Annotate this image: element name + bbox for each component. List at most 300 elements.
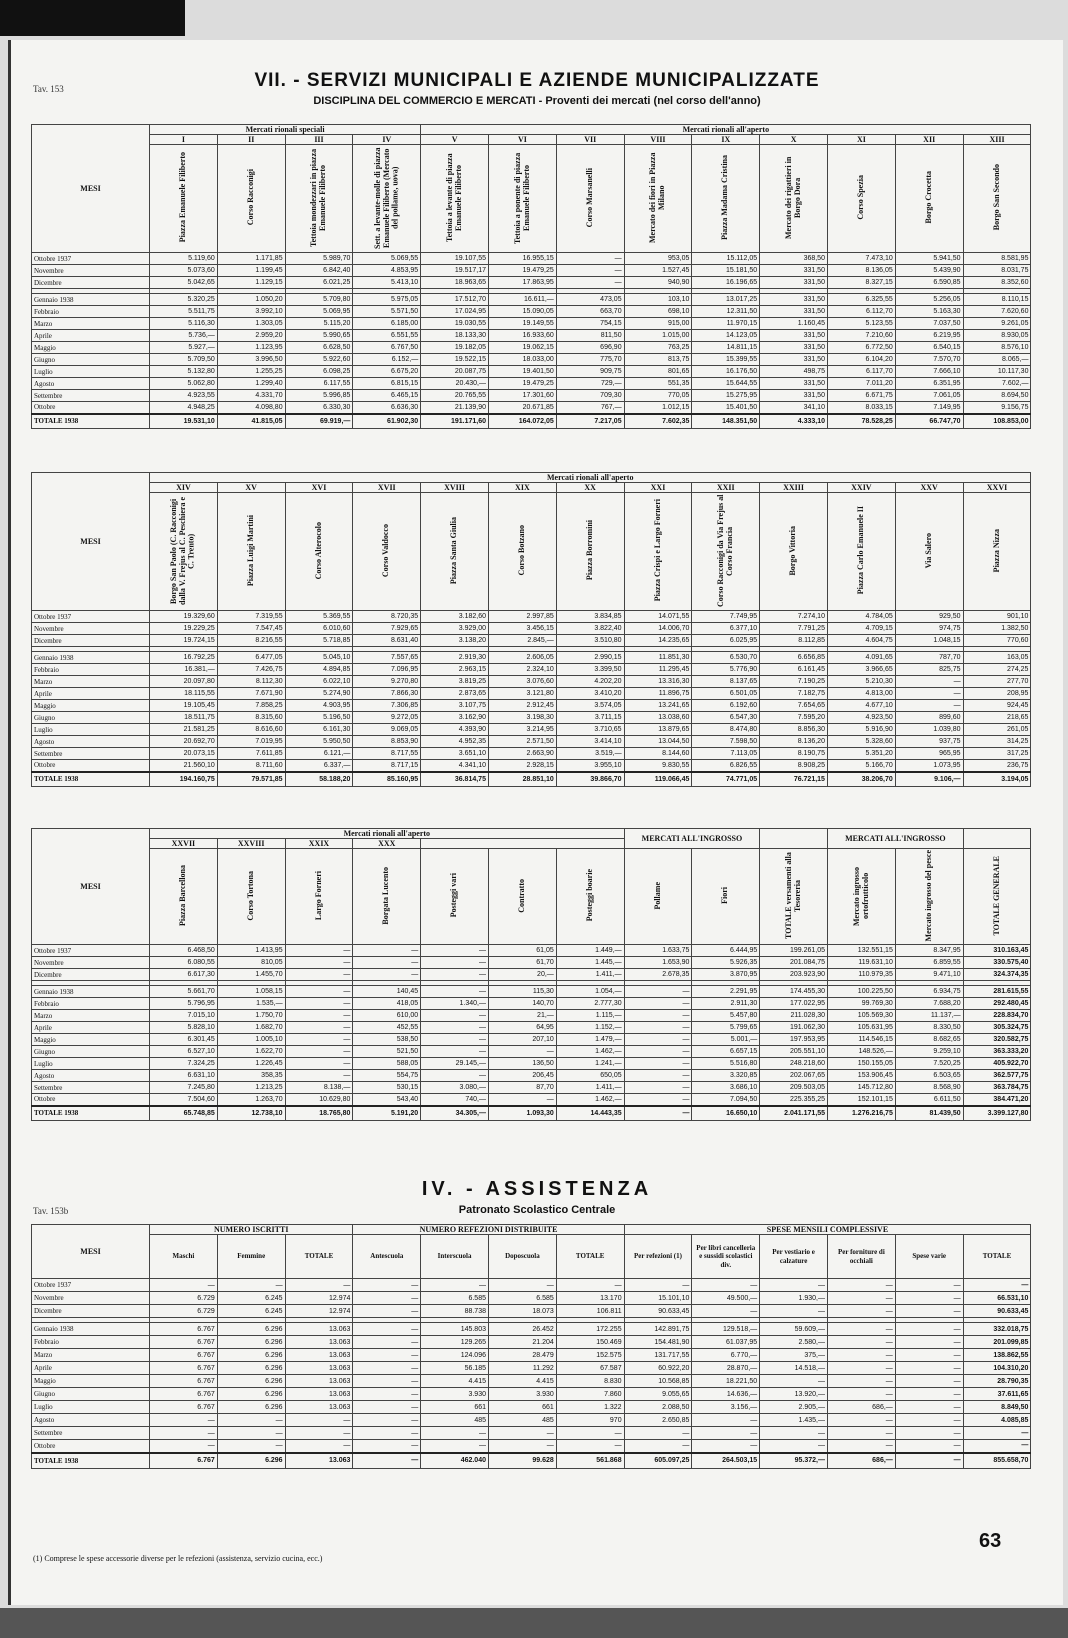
cell-value: —	[353, 1388, 421, 1401]
cell-value: 2.845,—	[488, 635, 556, 647]
cell-value: 6.330,30	[285, 402, 353, 414]
column-header-label: Via Salero	[923, 532, 933, 569]
cell-value: 13.063	[285, 1336, 353, 1349]
cell-value: 5.776,90	[692, 664, 760, 676]
cell-value: —	[489, 1427, 557, 1440]
month-label: Marzo	[32, 318, 150, 330]
cell-value: 138.862,55	[963, 1349, 1031, 1362]
cell-value: 5.163,30	[895, 306, 963, 318]
cell-value: 177.022,95	[760, 998, 828, 1010]
cell-value: 3.399,50	[556, 664, 624, 676]
cell-value: 6.636,30	[353, 402, 421, 414]
cell-value: —	[624, 998, 692, 1010]
cell-value: —	[556, 253, 624, 265]
cell-value: 11.137,—	[895, 1010, 963, 1022]
cell-value: 331,50	[760, 378, 828, 390]
column-header	[217, 493, 285, 611]
cell-value: —	[895, 1292, 963, 1305]
cell-value: 15.090,05	[489, 306, 557, 318]
table-row	[32, 402, 1031, 414]
cell-value: 129.265	[421, 1336, 489, 1349]
cell-value: —	[353, 969, 421, 981]
cell-value: 100.225,50	[828, 986, 896, 998]
total-value: 6.767	[150, 1453, 218, 1469]
cell-value: 6.631,10	[150, 1070, 218, 1082]
cell-value: 2.571,50	[488, 736, 556, 748]
total-label: TOTALE 1938	[32, 772, 150, 787]
cell-value: 6.842,40	[285, 265, 353, 277]
group-header: Mercati rionali all'aperto	[150, 829, 625, 839]
cell-value: 17.863,95	[489, 277, 557, 289]
cell-value: —	[285, 998, 353, 1010]
cell-value: —	[285, 1058, 353, 1070]
cell-value: 1.682,70	[217, 1022, 285, 1034]
table-row	[32, 1022, 1031, 1034]
cell-value: 18.511,75	[150, 712, 218, 724]
cell-value: 13.170	[556, 1292, 624, 1305]
cell-value: 6.185,00	[353, 318, 421, 330]
total-value: 19.531,10	[150, 414, 218, 429]
cell-value: 103,10	[624, 294, 692, 306]
cell-value: 13.316,30	[624, 676, 692, 688]
cell-value: 19.479,25	[489, 378, 557, 390]
cell-value: 2.959,20	[217, 330, 285, 342]
cell-value: 8.031,75	[963, 265, 1031, 277]
column-header	[421, 849, 489, 945]
cell-value: —	[285, 1010, 353, 1022]
cell-value: 6.219,95	[895, 330, 963, 342]
total-value: —	[353, 1453, 421, 1469]
cell-value: 10.629,80	[285, 1094, 353, 1106]
cell-value: 1.413,95	[217, 945, 285, 957]
column-header-label: Corso Marsanelli	[584, 167, 594, 228]
cell-value: 8.136,20	[760, 736, 828, 748]
cell-value: 813,75	[624, 354, 692, 366]
cell-value: 1.479,—	[556, 1034, 624, 1046]
mesi-header: MESI	[32, 829, 150, 945]
cell-value: 13.038,60	[624, 712, 692, 724]
column-header-label: Corso Racconigi	[245, 169, 255, 226]
table-row	[32, 1034, 1031, 1046]
month-label: Settembre	[32, 390, 150, 402]
total-value: —	[895, 1453, 963, 1469]
table-row	[32, 1058, 1031, 1070]
cell-value: 7.929,65	[353, 623, 421, 635]
column-header-label: Mercato dei rigattieri in Borgo Dora	[783, 156, 802, 239]
cell-value: 3.320,85	[692, 1070, 760, 1082]
cell-value: 5.045,10	[285, 652, 353, 664]
cell-value: 6.296	[217, 1336, 285, 1349]
column-header-label: Posteggi vari	[449, 873, 459, 918]
cell-value: 331,50	[760, 265, 828, 277]
cell-value: 21.139,90	[421, 402, 489, 414]
cell-value: 13.063	[285, 1388, 353, 1401]
month-label: Ottobre	[32, 1094, 150, 1106]
cell-value: 3.456,15	[488, 623, 556, 635]
cell-value: 6.729	[150, 1292, 218, 1305]
cell-value: —	[895, 1440, 963, 1453]
cell-value: 8.330,50	[895, 1022, 963, 1034]
cell-value: 16.381,—	[150, 664, 218, 676]
table-row	[32, 354, 1031, 366]
cell-value: 6.465,15	[353, 390, 421, 402]
cell-value: 6.767	[150, 1323, 218, 1336]
cell-value: —	[421, 1046, 489, 1058]
month-label: Aprile	[32, 688, 150, 700]
cell-value: 5.256,05	[895, 294, 963, 306]
total-value: 1.093,30	[488, 1106, 556, 1121]
cell-value: 105.631,95	[828, 1022, 896, 1034]
cell-value: 362.577,75	[963, 1070, 1031, 1082]
cell-value: 663,70	[556, 306, 624, 318]
cell-value: —	[353, 1440, 421, 1453]
column-header-label: Corso Spezia	[855, 175, 865, 220]
cell-value: 274,25	[963, 664, 1031, 676]
cell-value: 7.860	[556, 1388, 624, 1401]
total-value: 28.851,10	[488, 772, 556, 787]
column-numeral: X	[760, 135, 828, 145]
month-label: Dicembre	[32, 635, 150, 647]
cell-value: —	[624, 1010, 692, 1022]
cell-value: 18.221,50	[692, 1375, 760, 1388]
cell-value: 8.711,60	[217, 760, 285, 772]
column-header-label: Mercato dei fiori in Piazza Milano	[648, 152, 666, 243]
cell-value: 1.340,—	[421, 998, 489, 1010]
month-label: Gennaio 1938	[32, 294, 150, 306]
cell-value: 375,—	[760, 1349, 828, 1362]
cell-value: —	[827, 1388, 895, 1401]
cell-value: 18.073	[489, 1305, 557, 1318]
cell-value: 521,50	[353, 1046, 421, 1058]
column-header	[150, 493, 218, 611]
cell-value: —	[827, 1323, 895, 1336]
table-row	[32, 957, 1031, 969]
cell-value: —	[895, 688, 963, 700]
cell-value: —	[150, 1427, 218, 1440]
cell-value: 1.058,15	[217, 986, 285, 998]
cell-value: 5.989,70	[285, 253, 353, 265]
group-header: MERCATI ALL'INGROSSO	[828, 829, 964, 849]
column-numeral: VIII	[624, 135, 692, 145]
cell-value: 498,75	[760, 366, 828, 378]
total-value: 12.738,10	[217, 1106, 285, 1121]
cell-value: 6.767	[150, 1362, 218, 1375]
cell-value: 5.069,55	[353, 253, 421, 265]
cell-value: 261,05	[963, 724, 1031, 736]
column-header-label: Piazza Luigi Martini	[245, 514, 255, 587]
cell-value: —	[217, 1414, 285, 1427]
cell-value: 332.018,75	[963, 1323, 1031, 1336]
cell-value: 209.503,05	[760, 1082, 828, 1094]
cell-value: 19.105,45	[150, 700, 218, 712]
cell-value: 7.666,10	[895, 366, 963, 378]
cell-value: 248.218,60	[760, 1058, 828, 1070]
column-numeral: XIX	[488, 483, 556, 493]
cell-value: 1.303,05	[217, 318, 285, 330]
total-value: 16.650,10	[692, 1106, 760, 1121]
section-subtitle: DISCIPLINA DEL COMMERCIO E MERCATI - Proventi dei mercati (nel corso dell'anno)	[313, 95, 761, 107]
cell-value: —	[963, 1440, 1031, 1453]
total-row	[32, 1106, 1031, 1121]
cell-value: 14.811,15	[692, 342, 760, 354]
column-header-label: Piazza Nizza	[991, 528, 1001, 573]
month-label: Luglio	[32, 1058, 150, 1070]
total-value: 194.160,75	[150, 772, 218, 787]
cell-value: 115,30	[488, 986, 556, 998]
cell-value: 56.185	[421, 1362, 489, 1375]
cell-value: 5.990,65	[285, 330, 353, 342]
cell-value: 4.331,70	[217, 390, 285, 402]
cell-value: 1.213,25	[217, 1082, 285, 1094]
cell-value: 6.377,10	[692, 623, 760, 635]
cell-value: 7.426,75	[217, 664, 285, 676]
total-value: 69.919,—	[285, 414, 353, 429]
cell-value: —	[624, 1094, 692, 1106]
total-value: 34.305,—	[421, 1106, 489, 1121]
cell-value: 6.296	[217, 1375, 285, 1388]
cell-value: 6.104,20	[827, 354, 895, 366]
cell-value: —	[895, 1323, 963, 1336]
cell-value: 8.631,40	[353, 635, 421, 647]
cell-value: 1.073,95	[895, 760, 963, 772]
total-row	[32, 772, 1031, 787]
column-header	[760, 493, 828, 611]
cell-value: —	[421, 1440, 489, 1453]
cell-value: 6.025,95	[692, 635, 760, 647]
cell-value: 1.152,—	[556, 1022, 624, 1034]
column-numeral: XXV	[895, 483, 963, 493]
cell-value: 5.571,50	[353, 306, 421, 318]
table-row	[32, 700, 1031, 712]
cell-value: —	[624, 1046, 692, 1058]
cell-value: 4.677,10	[827, 700, 895, 712]
column-header-label: Tettoia a levante di piazza Emanuele Filiberto	[444, 153, 463, 242]
cell-value: 5.950,50	[285, 736, 353, 748]
month-label: Novembre	[32, 623, 150, 635]
cell-value: 1.299,40	[217, 378, 285, 390]
cell-value: 206,45	[488, 1070, 556, 1082]
cell-value: 543,40	[353, 1094, 421, 1106]
cell-value: 330.575,40	[963, 957, 1031, 969]
cell-value: 5.457,80	[692, 1010, 760, 1022]
cell-value: 452,55	[353, 1022, 421, 1034]
table-row	[32, 1094, 1031, 1106]
cell-value: —	[760, 1305, 828, 1318]
cell-value: 485	[489, 1414, 557, 1427]
markets-table-3	[31, 828, 1031, 1121]
cell-value: 7.319,55	[217, 611, 285, 623]
cell-value: 4.784,05	[827, 611, 895, 623]
cell-value: 2.905,—	[760, 1401, 828, 1414]
cell-value: 770,05	[624, 390, 692, 402]
cell-value: 2.777,30	[556, 998, 624, 1010]
column-header	[624, 849, 692, 945]
cell-value: 6.767	[150, 1336, 218, 1349]
column-header	[489, 145, 557, 253]
cell-value: 4.903,95	[285, 700, 353, 712]
table-row	[32, 330, 1031, 342]
cell-value: 5.115,20	[285, 318, 353, 330]
table-row	[32, 1010, 1031, 1022]
cell-value: 7.620,60	[963, 306, 1031, 318]
cell-value: 7.671,90	[217, 688, 285, 700]
cell-value: 13.063	[285, 1362, 353, 1375]
month-label: Giugno	[32, 1046, 150, 1058]
cell-value: 5.661,70	[150, 986, 218, 998]
cell-value: 17.024,95	[421, 306, 489, 318]
cell-value: 7.019,95	[217, 736, 285, 748]
column-numeral: XXII	[692, 483, 760, 493]
cell-value: 6.021,25	[285, 277, 353, 289]
cell-value: 201.099,85	[963, 1336, 1031, 1349]
column-header	[285, 145, 353, 253]
cell-value: —	[421, 1070, 489, 1082]
cell-value: 6.675,20	[353, 366, 421, 378]
cell-value: 12.974	[285, 1305, 353, 1318]
table-row	[32, 277, 1031, 289]
total-value: 191.171,60	[421, 414, 489, 429]
cell-value: —	[285, 1022, 353, 1034]
cell-value: 4.948,25	[150, 402, 218, 414]
cell-value: —	[489, 1279, 557, 1292]
cell-value: 3.930	[421, 1388, 489, 1401]
cell-value: 1.012,15	[624, 402, 692, 414]
group-header: Mercati rionali all'aperto	[150, 473, 1031, 483]
cell-value: 1.435,—	[760, 1414, 828, 1427]
cell-value: 15.399,55	[692, 354, 760, 366]
cell-value: 18.133,30	[421, 330, 489, 342]
cell-value: —	[624, 1082, 692, 1094]
table-ref: Tav. 153	[33, 84, 64, 94]
month-label: Gennaio 1938	[32, 652, 150, 664]
cell-value: 2.873,65	[421, 688, 489, 700]
column-header: Per vestiario e calzature	[760, 1235, 828, 1279]
cell-value: 228.834,70	[963, 1010, 1031, 1022]
month-label: Gennaio 1938	[32, 1323, 150, 1336]
cell-value: 6.585	[421, 1292, 489, 1305]
month-label: Febbraio	[32, 998, 150, 1010]
column-numeral: XXVI	[963, 483, 1031, 493]
column-numeral: XXVIII	[217, 839, 285, 849]
cell-value: 18.115,55	[150, 688, 218, 700]
column-header: TOTALE	[556, 1235, 624, 1279]
total-row	[32, 1453, 1031, 1469]
total-value: 605.097,25	[624, 1453, 692, 1469]
cell-value: 6.657,15	[692, 1046, 760, 1058]
cell-value: 6.296	[217, 1323, 285, 1336]
cell-value: —	[963, 1279, 1031, 1292]
cell-value: 8.720,35	[353, 611, 421, 623]
cell-value: 3.834,85	[556, 611, 624, 623]
section-title: VII. - SERVIZI MUNICIPALI E AZIENDE MUNICIPALIZZATE	[254, 70, 820, 91]
total-row	[32, 414, 1031, 429]
cell-value: 5.119,60	[150, 253, 218, 265]
cell-value: —	[353, 1375, 421, 1388]
month-label: Marzo	[32, 676, 150, 688]
cell-value: 16.933,60	[489, 330, 557, 342]
month-label: Luglio	[32, 724, 150, 736]
cell-value: 19.401,50	[489, 366, 557, 378]
cell-value: 205.551,10	[760, 1046, 828, 1058]
cell-value: 5.116,30	[150, 318, 218, 330]
cell-value: 661	[421, 1401, 489, 1414]
month-label: Ottobre 1937	[32, 1279, 150, 1292]
cell-value: 8.144,60	[624, 748, 692, 760]
cell-value: 909,75	[556, 366, 624, 378]
cell-value: 6.117,55	[285, 378, 353, 390]
cell-value: 3.107,75	[421, 700, 489, 712]
cell-value: —	[760, 1279, 828, 1292]
table-row	[32, 998, 1031, 1010]
markets-table-1	[31, 124, 1031, 429]
cell-value: 3.182,60	[421, 611, 489, 623]
cell-value: 5.132,80	[150, 366, 218, 378]
cell-value: 2.919,30	[421, 652, 489, 664]
cell-value: 3.819,25	[421, 676, 489, 688]
column-numeral: XVI	[285, 483, 353, 493]
column-header	[353, 849, 421, 945]
cell-value: 16.196,65	[692, 277, 760, 289]
cell-value: 5.709,80	[285, 294, 353, 306]
cell-value: 3.121,80	[488, 688, 556, 700]
cell-value: 14.235,65	[624, 635, 692, 647]
month-label: Maggio	[32, 700, 150, 712]
cell-value: 4.894,85	[285, 664, 353, 676]
cell-value: 61.037,95	[692, 1336, 760, 1349]
month-label: Dicembre	[32, 1305, 150, 1318]
cell-value: 610,00	[353, 1010, 421, 1022]
column-header	[150, 145, 218, 253]
cell-value: 810,05	[217, 957, 285, 969]
cell-value: 5.069,95	[285, 306, 353, 318]
cell-value: 19.149,55	[489, 318, 557, 330]
cell-value: —	[421, 945, 489, 957]
cell-value: 20.671,85	[489, 402, 557, 414]
cell-value: 7.688,20	[895, 998, 963, 1010]
column-header-label: Corso Racconigi da Via Frejus al Corso Francia	[715, 494, 734, 607]
cell-value: 20.073,15	[150, 748, 218, 760]
cell-value: 1.622,70	[217, 1046, 285, 1058]
column-header: TOTALE	[285, 1235, 353, 1279]
cell-value: 3.574,05	[556, 700, 624, 712]
cell-value: 530,15	[353, 1082, 421, 1094]
cell-value: 197.953,95	[760, 1034, 828, 1046]
total-value: 6.296	[217, 1453, 285, 1469]
cell-value: 1.255,25	[217, 366, 285, 378]
cell-value: 953,05	[624, 253, 692, 265]
column-header-label: Corso Valdocco	[381, 523, 391, 578]
cell-value: 7.598,50	[692, 736, 760, 748]
total-value: 1.276.216,75	[828, 1106, 896, 1121]
cell-value: 99.769,30	[828, 998, 896, 1010]
cell-value: —	[895, 1414, 963, 1427]
cell-value: 6.117,70	[827, 366, 895, 378]
cell-value: —	[353, 1414, 421, 1427]
cell-value: 10.568,85	[624, 1375, 692, 1388]
month-label: Ottobre 1937	[32, 611, 150, 623]
column-header	[421, 493, 489, 611]
column-header-label: Corso Alterocolo	[313, 521, 323, 580]
cell-value: 19.329,60	[150, 611, 218, 623]
cell-value: 7.182,75	[760, 688, 828, 700]
column-header: Per libri cancelleria e sussidi scolastici div.	[692, 1235, 760, 1279]
cell-value: 14.006,70	[624, 623, 692, 635]
cell-value: 1.455,70	[217, 969, 285, 981]
cell-value: —	[285, 969, 353, 981]
cell-value: —	[285, 1414, 353, 1427]
total-value: 855.658,70	[963, 1453, 1031, 1469]
cell-value: 140,70	[488, 998, 556, 1010]
